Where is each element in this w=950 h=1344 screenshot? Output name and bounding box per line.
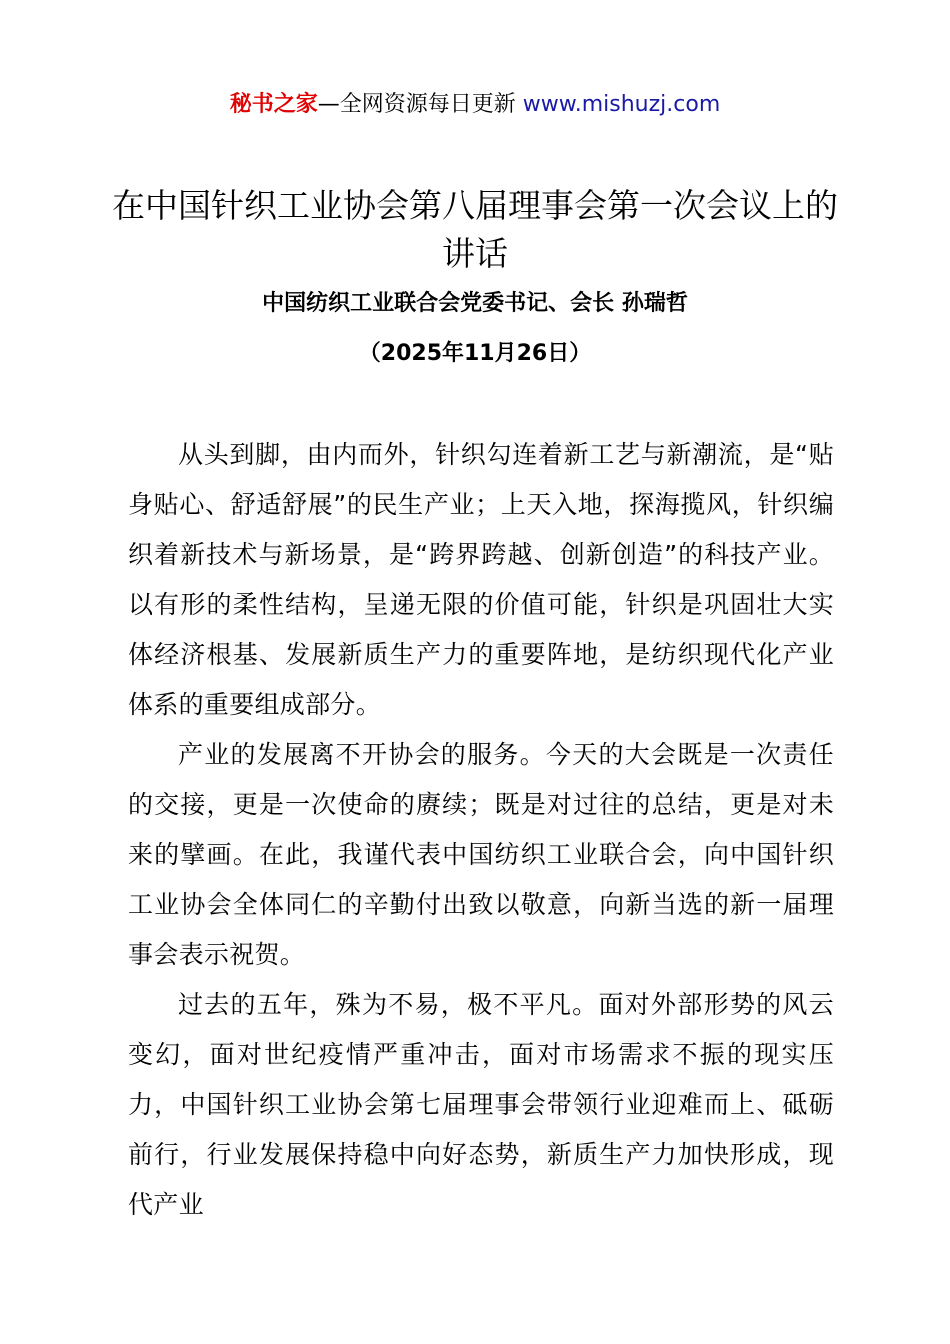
site-banner (0, 88, 950, 122)
document-title: 在中国针织工业协会第八届理事会第一次会议上的讲话 (112, 186, 838, 273)
paragraph-1: 从头到脚，由内而外，针织勾连着新工艺与新潮流，是“贴身贴心、舒适舒展”的民生产业；上天入地，探海揽风，针织编织着新技术与新场景，是“跨界跨越、创新创造”的科技产业。以有形的柔性结构，呈递无限的价值可能，针织是巩固壮大实体经济根基、发展新质生产力的重要阵地，是纺织现代化产业体系的重要组成部分。 (128, 440, 834, 719)
brand-name: 秘书之家 (229, 92, 318, 117)
speech-date: （2025年11月26日） (358, 341, 592, 366)
document-body (128, 430, 834, 1230)
paragraph-2: 产业的发展离不开协会的服务。今天的大会既是一次责任的交接，更是一次使命的赓续；既是对过往的总结，更是对未来的擘画。在此，我谨代表中国纺织工业联合会，向中国针织工业协会全体同仁的辛勤付出致以敬意，向新当选的新一届理事会表示祝贺。 (128, 740, 834, 969)
banner-tagline: —全网资源每日更新 (317, 92, 516, 117)
author-line: 中国纺织工业联合会党委书记、会长 孙瑞哲 (262, 291, 688, 316)
site-url-link[interactable]: www.mishuzj.com (522, 92, 721, 117)
paragraph-3: 过去的五年，殊为不易，极不平凡。面对外部形势的风云变幻，面对世纪疫情严重冲击，面对市场需求不振的现实压力，中国针织工业协会第七届理事会带领行业迎难而上、砥砺前行，行业发展保持稳中向好态势，新质生产力加快形成，现代产业 (128, 990, 834, 1219)
